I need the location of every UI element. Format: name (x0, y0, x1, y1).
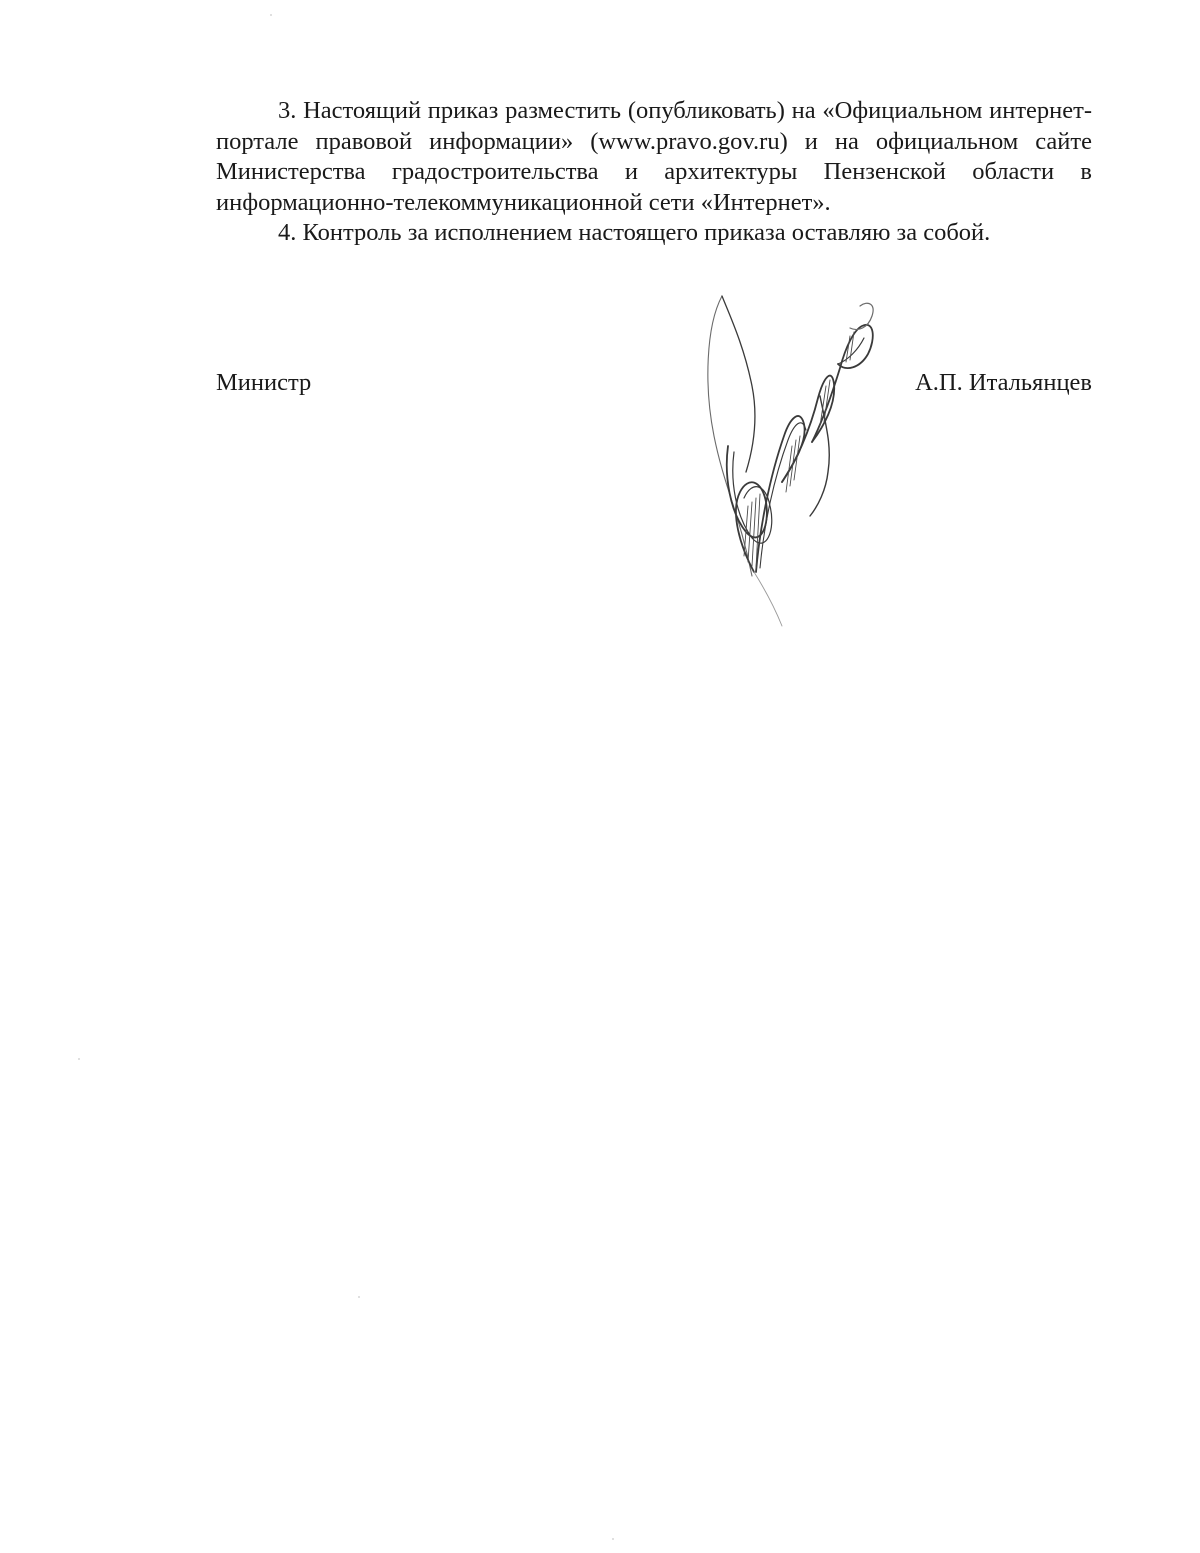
paragraph-4: 4. Контроль за исполнением настоящего приказа оставляю за собой. (278, 219, 991, 246)
scan-speck (270, 14, 272, 16)
signer-name: А.П. Итальянцев (915, 369, 1092, 396)
signature-block (216, 368, 1092, 400)
document-body (216, 96, 1092, 249)
position-title: Министр (216, 369, 312, 396)
scan-speck (78, 1058, 80, 1060)
scan-speck (358, 1296, 360, 1298)
paragraph-3: 3. Настоящий приказ разместить (опубликовать) на «Официальном интернет-портале правовой информации» (www.pravo.gov.ru) и на официальном сайте Министерства градостроительства и архитектуры Пензенской области в информационно-телекоммуникационной сети «Интернет». (216, 97, 1092, 216)
handwritten-signature (700, 276, 890, 636)
scan-speck (612, 1538, 614, 1540)
